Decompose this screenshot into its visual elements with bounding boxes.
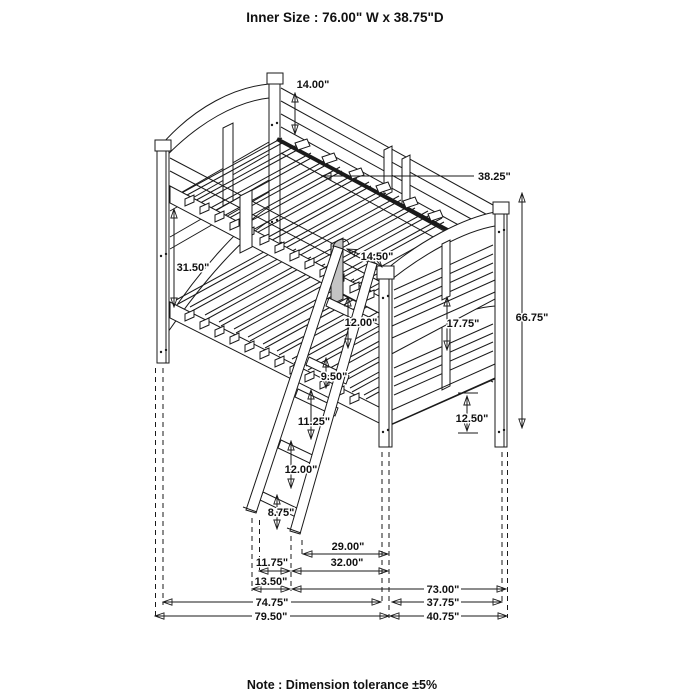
dim-bed-inner-width (392, 597, 502, 609)
dim-ladder-base-depth (252, 576, 290, 589)
dim-label-ladder-base-depth: 13.50" (254, 576, 288, 588)
dim-bed-length-to-ladder (163, 597, 381, 609)
dim-label-bed-length-to-ladder: 74.75" (255, 597, 289, 609)
dim-label-bunk-spacing-foot: 17.75" (446, 318, 480, 330)
dim-label-ladder-base-offset-outer: 32.00" (330, 557, 364, 569)
dim-label-rung-spacing-2: 12.00" (284, 464, 318, 476)
dim-label-footboard-leg-height: 12.50" (455, 413, 489, 425)
page-title: Inner Size : 76.00" W x 38.75"D (246, 10, 444, 25)
dim-ladder-base-offset-outer (292, 557, 388, 571)
dim-label-ladder-top-step: 14.50" (360, 251, 394, 263)
dim-bed-inner-length (292, 584, 506, 596)
dim-headboard-rail-height (295, 79, 329, 134)
dim-label-bunk-spacing-head: 31.50" (176, 262, 210, 274)
foot-front-post (377, 266, 394, 447)
dim-label-rung-spacing-1: 8.75" (267, 507, 295, 519)
dim-label-overall-height: 66.75" (515, 312, 549, 324)
dim-label-rung-spacing-4: 9.50" (320, 371, 348, 383)
foot-back-post (493, 202, 509, 447)
dim-label-overall-length: 79.50" (254, 611, 288, 623)
dim-label-overall-width: 40.75" (426, 611, 460, 623)
dim-overall-height (516, 193, 549, 428)
dim-label-rung-spacing-5: 12.00" (344, 317, 378, 329)
dim-label-bed-inner-width: 37.75" (426, 597, 460, 609)
dim-ladder-base-offset-inner (303, 541, 388, 554)
tolerance-note: Note : Dimension tolerance ±5% (246, 678, 438, 692)
dim-label-ladder-base-width: 11.75" (255, 557, 289, 569)
dim-label-ladder-base-offset-inner: 29.00" (331, 541, 365, 553)
dim-ladder-base-width (256, 557, 290, 571)
dim-label-rung-spacing-3: 11.25" (297, 416, 331, 428)
dim-label-bed-inner-length: 73.00" (426, 584, 460, 596)
dim-label-slat-support-bar-length: 38.25" (478, 171, 511, 183)
head-back-post (267, 73, 283, 255)
dim-label-headboard-rail-height: 14.00" (296, 79, 330, 91)
head-front-post (155, 140, 171, 363)
dim-overall-length (155, 611, 389, 623)
bunk-bed-drawing (155, 73, 509, 618)
dim-overall-width (390, 611, 507, 623)
dim-footboard-leg-height (456, 393, 489, 433)
